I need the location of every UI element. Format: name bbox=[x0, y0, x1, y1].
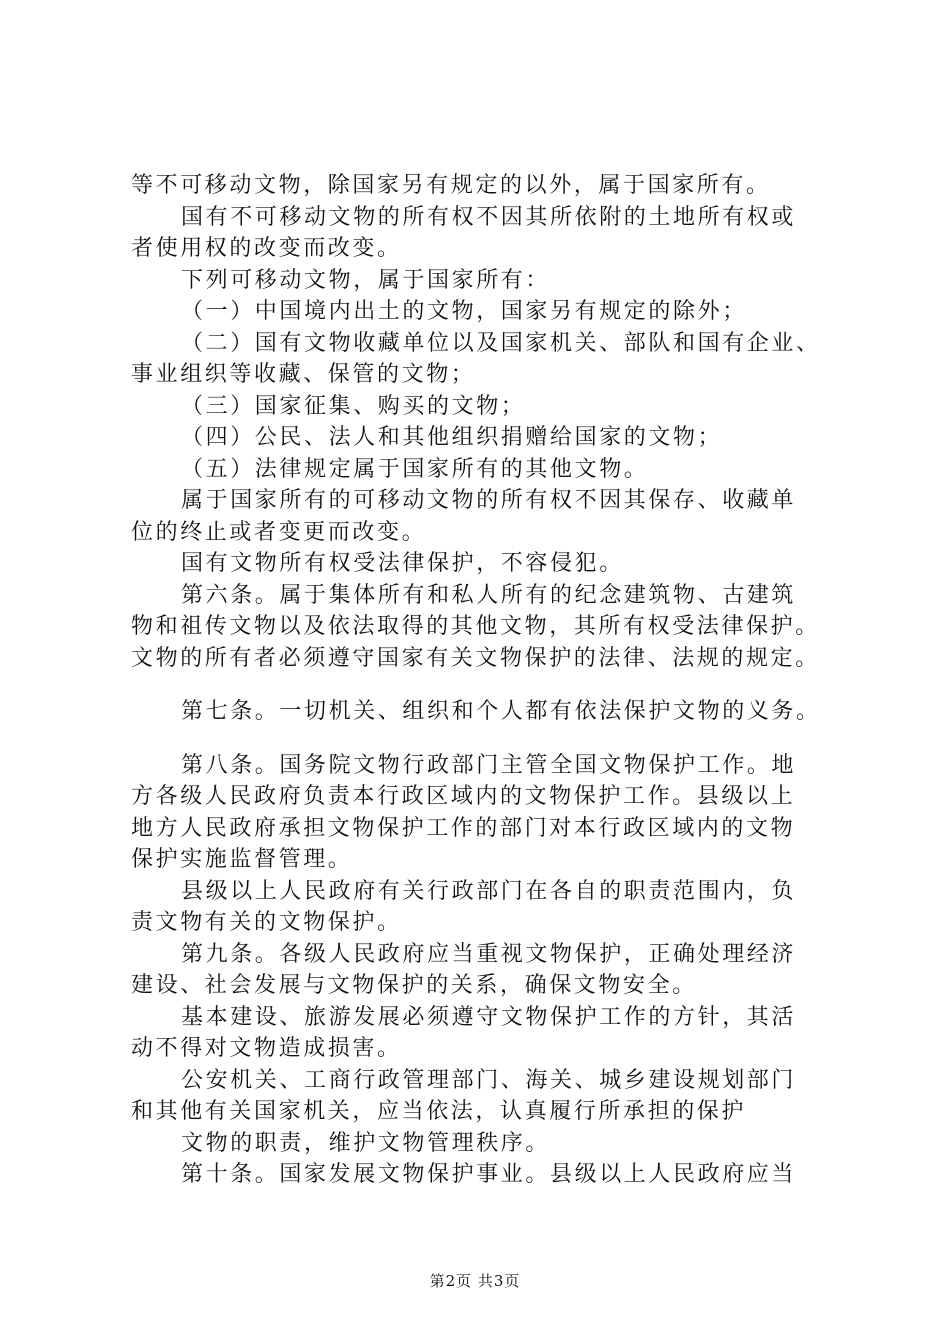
text-line: 县级以上人民政府有关行政部门在各自的职责范围内，负 bbox=[181, 878, 797, 904]
text-line: 国有不可移动文物的所有权不因其所依附的土地所有权或 bbox=[181, 204, 797, 230]
page-number-label: 第2页 共3页 bbox=[429, 1272, 521, 1290]
text-line: 保护实施监督管理。 bbox=[131, 847, 353, 872]
text-line: 文物的所有者必须遵守国家有关文物保护的法律、法规的规定。 bbox=[131, 645, 820, 671]
text-line: 者使用权的改变而改变。 bbox=[131, 236, 402, 261]
text-line: 第六条。属于集体所有和私人所有的纪念建筑物、古建筑 bbox=[181, 582, 797, 608]
text-line: 公安机关、工商行政管理部门、海关、城乡建设规划部门 bbox=[181, 1067, 797, 1093]
text-line: （五）法律规定属于国家所有的其他文物。 bbox=[181, 456, 649, 482]
document-body bbox=[131, 170, 851, 1191]
text-line: 事业组织等收藏、保管的文物； bbox=[131, 362, 476, 387]
text-line: 动不得对文物造成损害。 bbox=[131, 1036, 402, 1061]
text-line: 基本建设、旅游发展必须遵守文物保护工作的方针，其活 bbox=[181, 1004, 797, 1030]
text-line: 等不可移动文物，除国家另有规定的以外，属于国家所有。 bbox=[131, 173, 771, 198]
text-line: 和其他有关国家机关，应当依法，认真履行所承担的保护 bbox=[131, 1099, 747, 1124]
text-line: 责文物有关的文物保护。 bbox=[131, 910, 402, 935]
text-line: （二）国有文物收藏单位以及国家机关、部队和国有企业、 bbox=[181, 330, 821, 356]
text-line: 方各级人民政府负责本行政区域内的文物保护工作。县级以上 bbox=[131, 784, 796, 809]
text-line: （三）国家征集、购买的文物； bbox=[181, 393, 526, 419]
text-line: 第九条。各级人民政府应当重视文物保护，正确处理经济 bbox=[181, 941, 797, 967]
paragraph-gap bbox=[131, 674, 851, 696]
text-line: （四）公民、法人和其他组织捐赠给国家的文物； bbox=[181, 425, 723, 450]
text-line: 第十条。国家发展文物保护事业。县级以上人民政府应当 bbox=[181, 1162, 797, 1187]
text-line: 属于国家所有的可移动文物的所有权不因其保存、收藏单 bbox=[181, 488, 797, 513]
text-line: 建设、社会发展与文物保护的关系，确保文物安全。 bbox=[131, 973, 697, 998]
text-line: 第七条。一切机关、组织和个人都有依法保护文物的义务。 bbox=[181, 699, 821, 724]
text-line: 位的终止或者变更而改变。 bbox=[131, 519, 427, 545]
text-line: 文物的职责，维护文物管理秩序。 bbox=[181, 1130, 551, 1156]
text-line: 下列可移动文物，属于国家所有： bbox=[181, 267, 551, 293]
paragraph-gap bbox=[131, 728, 851, 750]
text-line: 国有文物所有权受法律保护，不容侵犯。 bbox=[181, 551, 624, 576]
text-line: （一）中国境内出土的文物，国家另有规定的除外； bbox=[181, 299, 747, 324]
text-line: 地方人民政府承担文物保护工作的部门对本行政区域内的文物 bbox=[131, 815, 796, 841]
text-line: 第八条。国务院文物行政部门主管全国文物保护工作。地 bbox=[181, 752, 797, 778]
page-footer bbox=[0, 1270, 950, 1291]
text-line: 物和祖传文物以及依法取得的其他文物，其所有权受法律保护。 bbox=[131, 614, 820, 639]
